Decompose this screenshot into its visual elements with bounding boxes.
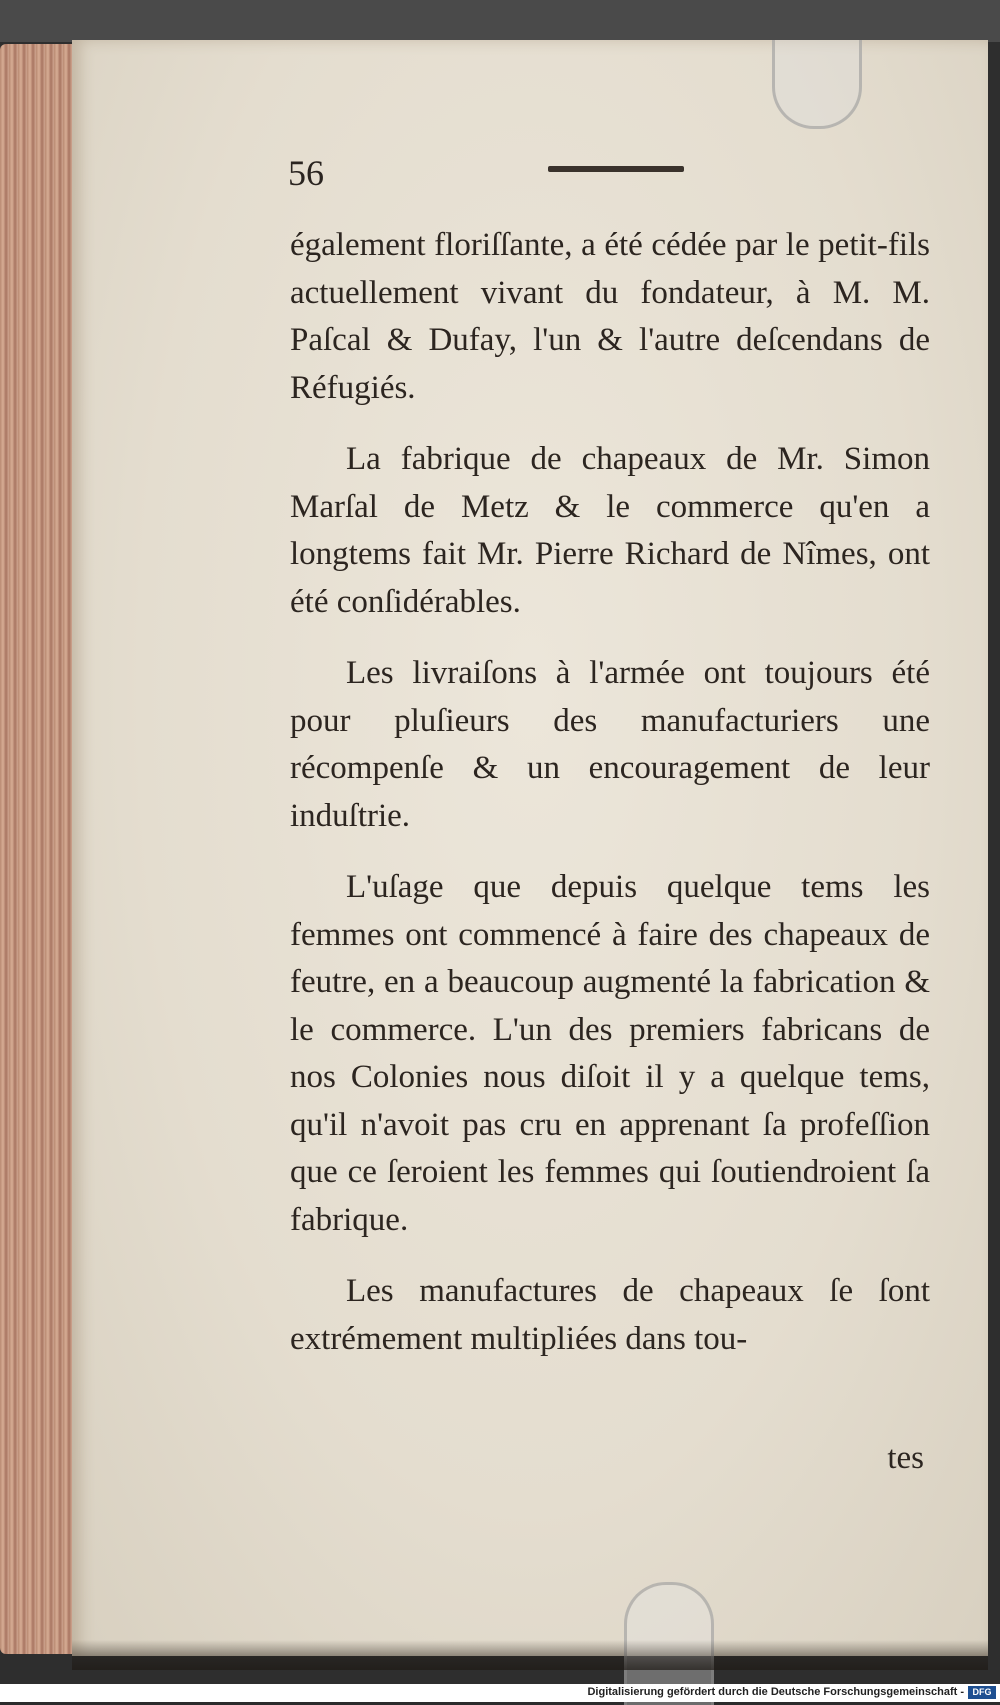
- digitization-credit: Digitalisierung gefördert durch die Deutsche Forschungsgemeinschaft -: [587, 1686, 964, 1698]
- paragraph-5: Les manufactures de chapeaux ſe ſont extrémement multipliées dans tou-: [290, 1273, 930, 1357]
- paragraph-3: Les livraiſons à l'armée ont toujours été pour pluſieurs des manufacturiers une récompenſe & un encouragement de leur induſtrie.: [290, 655, 930, 834]
- page-number: 56: [288, 153, 324, 193]
- header-ornament-rule: [548, 166, 684, 172]
- scanner-top-edge: [0, 0, 1000, 42]
- page-body: [290, 222, 930, 1387]
- paragraph-4: L'uſage que depuis quelque tems les femmes ont commencé à faire des chapeaux de feutre, en a beaucoup augmenté la fabrication & le commerce. L'un des premiers fabricans de nos Colonies nous diſoit il y a quelque tems, qu'il n'avoit pas cru en apprenant ſa profeſſion que ce ſeroient les femmes qui ſoutiendroient ſa fabrique.: [290, 869, 930, 1238]
- paragraph-2: La fabrique de chapeaux de Mr. Simon Marſal de Metz & le commerce qu'en a longtems fait Mr. Pierre Richard de Nîmes, ont été conſidérables.: [290, 441, 930, 620]
- book-page-edges: [0, 44, 78, 1654]
- dfg-logo: DFG: [968, 1686, 996, 1699]
- binding-shadow: [72, 1640, 988, 1670]
- catchword: tes: [887, 1440, 924, 1476]
- paragraph-1: également floriſſante, a été cédée par le petit-fils actuellement vivant du fondateur, à M. M. Paſcal & Dufay, l'un & l'autre deſcendans de Réfugiés.: [290, 227, 930, 406]
- page-clip-top: [772, 40, 862, 129]
